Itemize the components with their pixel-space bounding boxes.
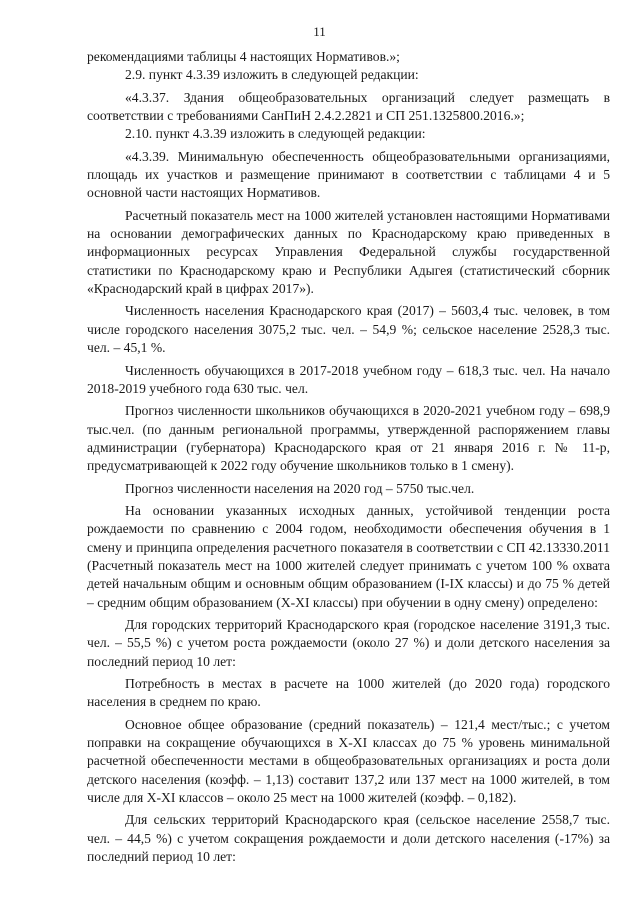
document-body — [87, 48, 610, 866]
paragraph-4: 2.10. пункт 4.3.39 изложить в следующей редакции: — [125, 126, 426, 142]
paragraph-8: Численность обучающихся в 2017-2018 учебном году – 618,3 тыс. чел. На начало 2018-2019 учебного года 630 тыс. чел. — [87, 362, 610, 396]
paragraph-6: Расчетный показатель мест на 1000 жителей установлен настоящими Нормативами на основании демографических данных по Краснодарскому краю приведенных в информационных ресурсах Управления Федеральной службы государственной статистики по Краснодарскому краю и Республики Адыгея (статистический сборник «Краснодарский край в цифрах 2017»). — [87, 207, 610, 297]
paragraph-3: «4.3.37. Здания общеобразовательных организаций следует размещать в соответствии с требованиями СанПиН 2.4.2.2821 и СП 251.1325800.2016.»; — [87, 89, 610, 124]
paragraph-11: На основании указанных исходных данных, устойчивой тенденции роста рождаемости по сравнению с 2004 годом, необходимости обеспечения обучения в 1 смену и принципа определения расчетного показателя в соответствии с СП 42.13330.2011 (Расчетный показатель мест на 1000 жителей следует принимать с учетом 100 % охвата детей начальным общим и основным общим образованием (I-IX классы) и до 75 % детей – средним общим образованием (X-XI классы) при обучении в одну смену) определено: — [87, 502, 610, 610]
paragraph-15: Для сельских территорий Краснодарского края (сельское население 2558,7 тыс. чел. – 44,5 %) с учетом сокращения рождаемости и доли детского населения (-17%) за последний период 10 лет: — [87, 812, 610, 865]
paragraph-13: Потребность в местах в расчете на 1000 жителей (до 2020 года) городского населения в среднем по краю. — [87, 676, 610, 710]
paragraph-1: рекомендациями таблицы 4 настоящих Нормативов.»; — [87, 49, 400, 64]
paragraph-12: Для городских территорий Краснодарского края (городское население 3191,3 тыс. чел. – 55,5 %) с учетом роста рождаемости (около 27 %) и доли детского населения за последний период 10 лет: — [87, 616, 610, 669]
paragraph-5: «4.3.39. Минимальную обеспеченность общеобразовательными организациями, площадь их участков и размещение принимают в соответствии с таблицами 4 и 5 основной части настоящих Нормативов. — [87, 148, 610, 201]
paragraph-10: Прогноз численности населения на 2020 год – 5750 тыс.чел. — [125, 480, 475, 496]
paragraph-2: 2.9. пункт 4.3.39 изложить в следующей редакции: — [125, 67, 419, 83]
page-number: 11 — [313, 24, 326, 39]
paragraph-9: Прогноз численности школьников обучающихся в 2020-2021 учебном году – 698,9 тыс.чел. (по данным региональной программы, утвержденной распоряжением главы администрации (губернатора) Краснодарского края от 21 января 2016 г. № 11-р, предусматривающей к 2022 году обучение школьников только в 1 смену). — [87, 403, 610, 474]
paragraph-7: Численность населения Краснодарского края (2017) – 5603,4 тыс. человек, в том числе городского населения 3075,2 тыс. чел. – 54,9 %; сельское население 2528,3 тыс. чел. – 45,1 %. — [87, 303, 610, 356]
paragraph-14: Основное общее образование (средний показатель) – 121,4 мест/тыс.; с учетом поправки на сокращение обучающихся в X-XI классах до 75 % уровень минимальной расчетной обеспеченности местами в общеобразовательных организациях и роста доли детского населения (коэфф. – 1,13) составит 137,2 или 137 мест на 1000 жителей, в том числе для X-XI классов – около 25 мест на 1000 жителей (коэфф. – 0,182). — [87, 716, 610, 806]
